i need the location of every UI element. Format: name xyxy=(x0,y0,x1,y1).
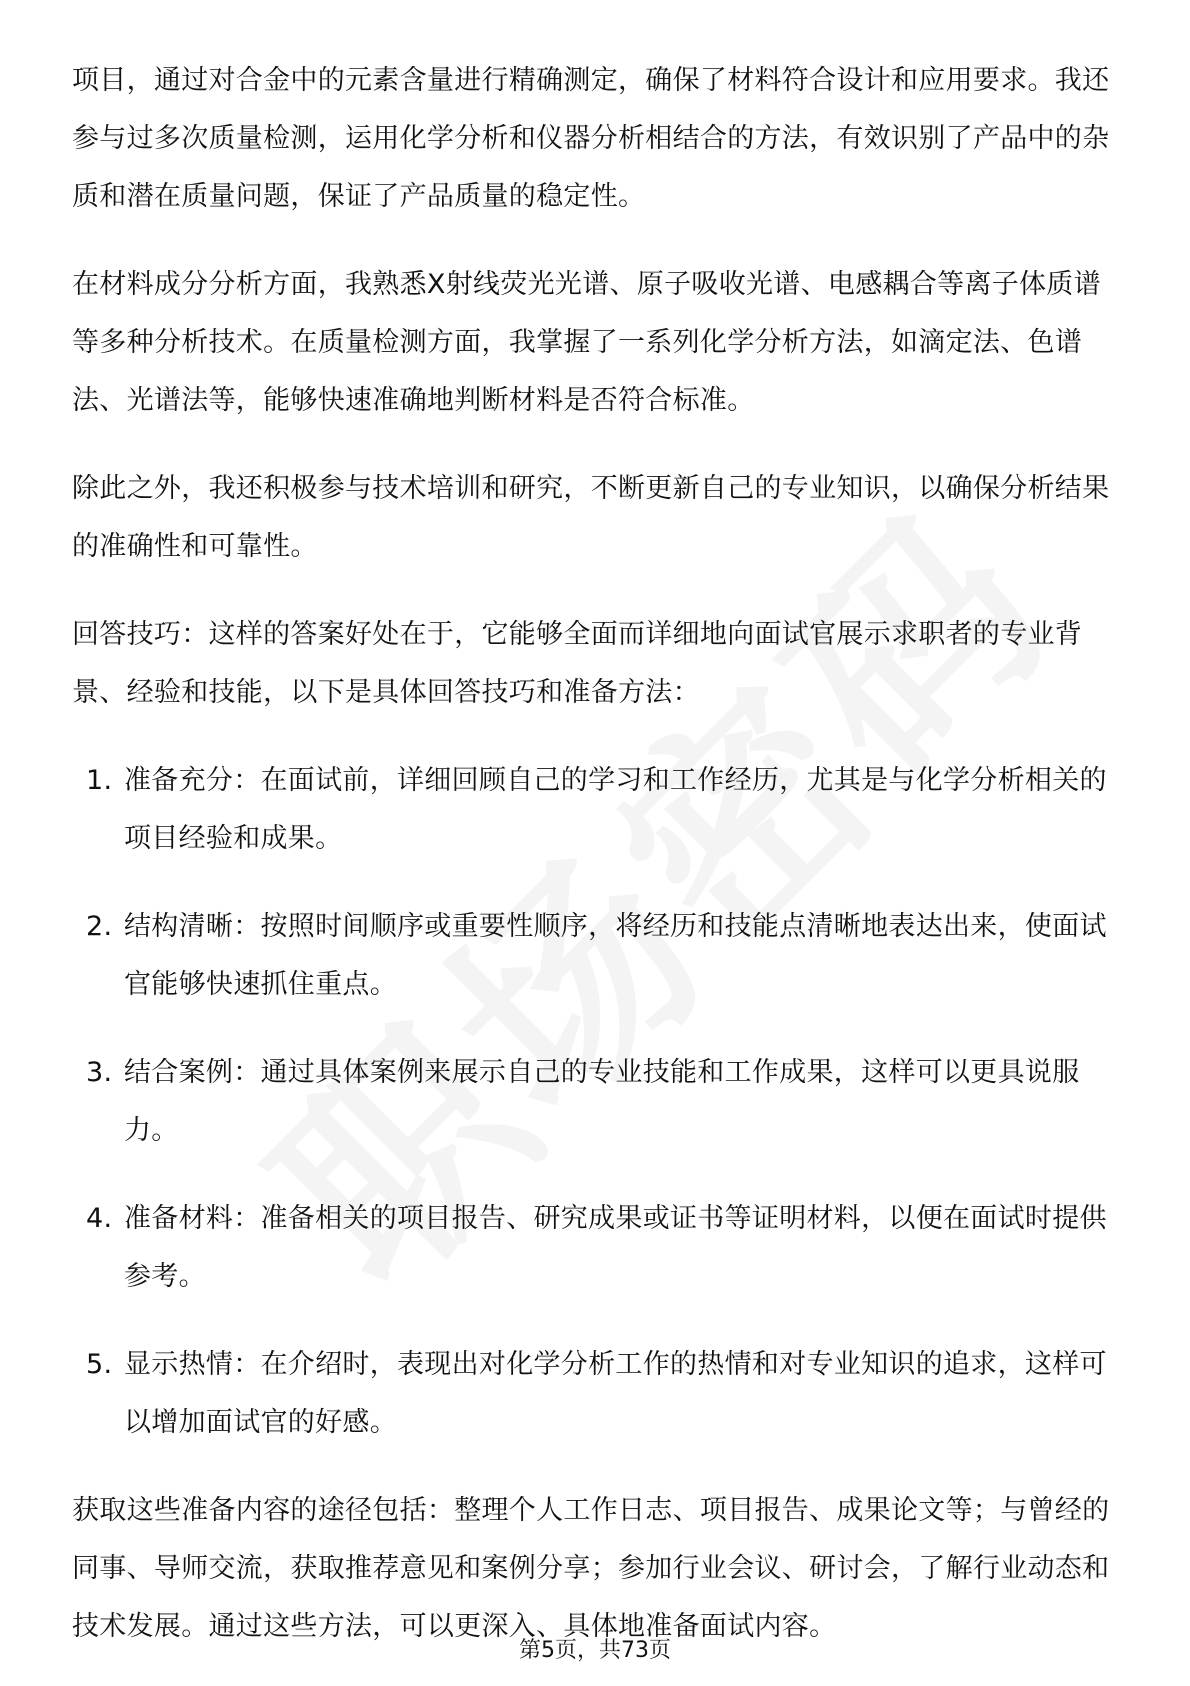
list-item xyxy=(72,898,1118,1014)
paragraph-continuous-learning: 除此之外，我还积极参与技术培训和研究，不断更新自己的专业知识，以确保分析结果的准确性和可靠性。 xyxy=(72,473,1110,562)
list-item-text: 准备材料：准备相关的项目报告、研究成果或证书等证明材料，以便在面试时提供参考。 xyxy=(124,1203,1107,1292)
paragraph-preparation-sources: 获取这些准备内容的途径包括：整理个人工作日志、项目报告、成果论文等；与曾经的同事、导师交流，获取推荐意见和案例分享；参加行业会议、研讨会，了解行业动态和技术发展。通过这些方法，可以更深入、具体地准备面试内容。 xyxy=(72,1495,1110,1642)
list-item-number: 5. xyxy=(86,1349,113,1380)
list-item-text: 显示热情：在介绍时，表现出对化学分析工作的热情和对专业知识的追求，这样可以增加面试官的好感。 xyxy=(124,1349,1107,1438)
list-item-number: 2. xyxy=(86,911,113,942)
list-item-text: 准备充分：在面试前，详细回顾自己的学习和工作经历，尤其是与化学分析相关的项目经验和成果。 xyxy=(124,765,1107,854)
page-number: 第5页，共73页 xyxy=(519,1638,671,1663)
list-item xyxy=(72,752,1118,868)
tips-list xyxy=(72,752,1118,1452)
list-item-number: 1. xyxy=(86,765,113,796)
document-body xyxy=(72,52,1118,1686)
paragraph-analysis-techniques: 在材料成分分析方面，我熟悉X射线荧光光谱、原子吸收光谱、电感耦合等离子体质谱等多种分析技术。在质量检测方面，我掌握了一系列化学分析方法，如滴定法、色谱法、光谱法等，能够快速准确地判断材料是否符合标准。 xyxy=(72,269,1101,416)
list-item-text: 结构清晰：按照时间顺序或重要性顺序，将经历和技能点清晰地表达出来，使面试官能够快速抓住重点。 xyxy=(124,911,1107,1000)
list-item xyxy=(72,1044,1118,1160)
list-item xyxy=(72,1190,1118,1306)
list-item-number: 4. xyxy=(86,1203,113,1234)
list-item-number: 3. xyxy=(86,1057,113,1088)
paragraph-answer-tips-intro: 回答技巧：这样的答案好处在于，它能够全面而详细地向面试官展示求职者的专业背景、经验和技能，以下是具体回答技巧和准备方法： xyxy=(72,619,1083,708)
list-item xyxy=(72,1336,1118,1452)
list-item-text: 结合案例：通过具体案例来展示自己的专业技能和工作成果，这样可以更具说服力。 xyxy=(124,1057,1080,1146)
paragraph-project-experience: 项目，通过对合金中的元素含量进行精确测定，确保了材料符合设计和应用要求。我还参与过多次质量检测，运用化学分析和仪器分析相结合的方法，有效识别了产品中的杂质和潜在质量问题，保证了产品质量的稳定性。 xyxy=(72,65,1110,212)
